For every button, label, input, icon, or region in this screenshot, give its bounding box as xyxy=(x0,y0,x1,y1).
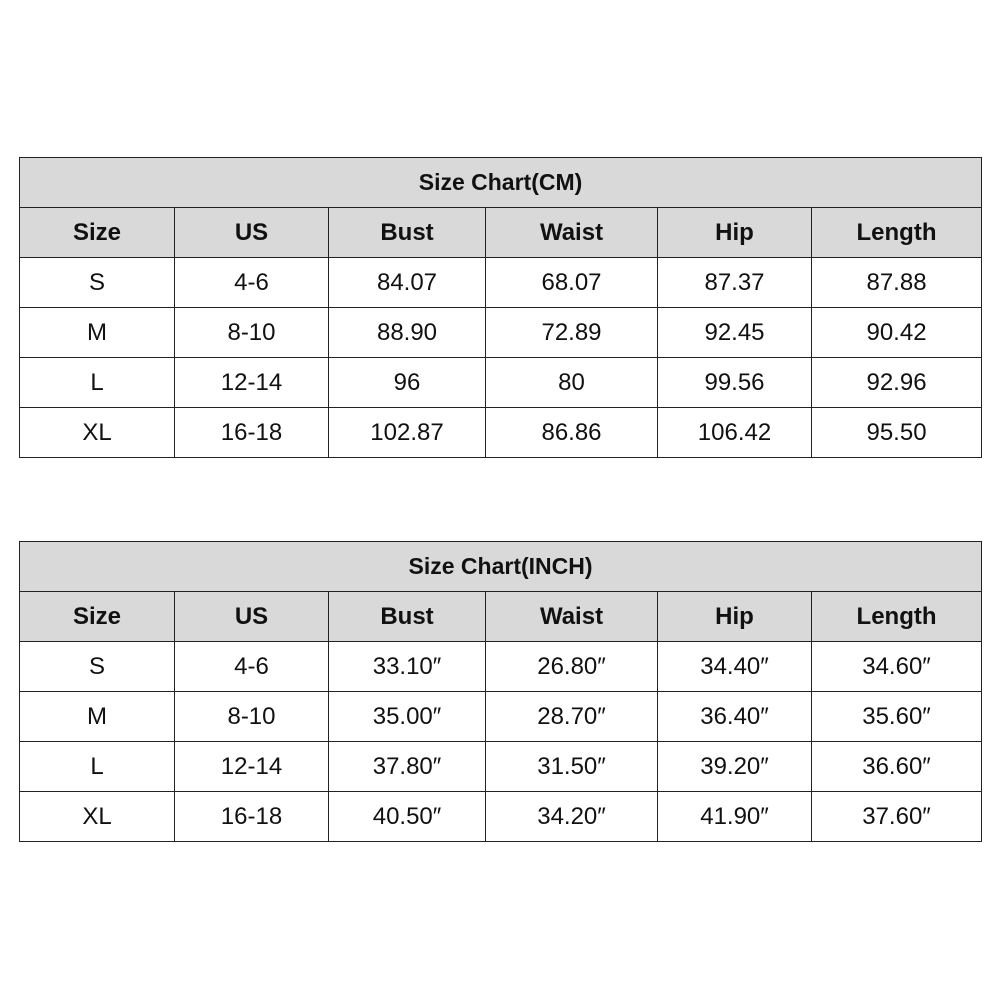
cell-us: 16-18 xyxy=(175,408,329,458)
cell-size: S xyxy=(20,258,175,308)
column-header-us: US xyxy=(175,208,329,258)
table-caption-row xyxy=(20,542,982,592)
cell-bust: 96 xyxy=(329,358,486,408)
cell-waist: 72.89 xyxy=(486,308,658,358)
cell-waist: 80 xyxy=(486,358,658,408)
cell-size: M xyxy=(20,692,175,742)
column-header-waist: Waist xyxy=(486,592,658,642)
cell-length: 92.96 xyxy=(812,358,982,408)
size-chart-cm-table xyxy=(19,157,982,458)
cell-us: 8-10 xyxy=(175,692,329,742)
cell-length: 34.60″ xyxy=(812,642,982,692)
table-title: Size Chart(INCH) xyxy=(20,542,982,592)
cell-us: 12-14 xyxy=(175,358,329,408)
size-chart-inch-table xyxy=(19,541,982,842)
cell-bust: 84.07 xyxy=(329,258,486,308)
cell-bust: 88.90 xyxy=(329,308,486,358)
table-header-row xyxy=(20,592,982,642)
cell-waist: 86.86 xyxy=(486,408,658,458)
cell-length: 36.60″ xyxy=(812,742,982,792)
cell-waist: 26.80″ xyxy=(486,642,658,692)
cell-size: XL xyxy=(20,792,175,842)
cell-hip: 99.56 xyxy=(658,358,812,408)
cell-size: L xyxy=(20,742,175,792)
cell-hip: 92.45 xyxy=(658,308,812,358)
cell-hip: 41.90″ xyxy=(658,792,812,842)
column-header-length: Length xyxy=(812,208,982,258)
cell-size: M xyxy=(20,308,175,358)
cell-us: 16-18 xyxy=(175,792,329,842)
table-header-row xyxy=(20,208,982,258)
cell-size: L xyxy=(20,358,175,408)
column-header-waist: Waist xyxy=(486,208,658,258)
table-row xyxy=(20,792,982,842)
column-header-bust: Bust xyxy=(329,208,486,258)
cell-size: XL xyxy=(20,408,175,458)
cell-size: S xyxy=(20,642,175,692)
table-row xyxy=(20,308,982,358)
cell-waist: 31.50″ xyxy=(486,742,658,792)
table-row xyxy=(20,358,982,408)
table-row xyxy=(20,642,982,692)
column-header-bust: Bust xyxy=(329,592,486,642)
table-caption-row xyxy=(20,158,982,208)
cell-bust: 40.50″ xyxy=(329,792,486,842)
cell-hip: 87.37 xyxy=(658,258,812,308)
cell-bust: 33.10″ xyxy=(329,642,486,692)
cell-hip: 106.42 xyxy=(658,408,812,458)
column-header-length: Length xyxy=(812,592,982,642)
column-header-hip: Hip xyxy=(658,208,812,258)
column-header-size: Size xyxy=(20,208,175,258)
table-row xyxy=(20,258,982,308)
cell-length: 37.60″ xyxy=(812,792,982,842)
cell-bust: 35.00″ xyxy=(329,692,486,742)
cell-waist: 68.07 xyxy=(486,258,658,308)
cell-length: 35.60″ xyxy=(812,692,982,742)
column-header-us: US xyxy=(175,592,329,642)
cell-us: 4-6 xyxy=(175,642,329,692)
cell-length: 87.88 xyxy=(812,258,982,308)
table-row xyxy=(20,408,982,458)
cell-waist: 34.20″ xyxy=(486,792,658,842)
cell-us: 12-14 xyxy=(175,742,329,792)
cell-waist: 28.70″ xyxy=(486,692,658,742)
cell-length: 95.50 xyxy=(812,408,982,458)
cell-bust: 102.87 xyxy=(329,408,486,458)
cell-bust: 37.80″ xyxy=(329,742,486,792)
cell-length: 90.42 xyxy=(812,308,982,358)
table-row xyxy=(20,692,982,742)
cell-us: 8-10 xyxy=(175,308,329,358)
column-header-hip: Hip xyxy=(658,592,812,642)
column-header-size: Size xyxy=(20,592,175,642)
table-title: Size Chart(CM) xyxy=(20,158,982,208)
cell-hip: 34.40″ xyxy=(658,642,812,692)
cell-hip: 39.20″ xyxy=(658,742,812,792)
cell-hip: 36.40″ xyxy=(658,692,812,742)
cell-us: 4-6 xyxy=(175,258,329,308)
table-row xyxy=(20,742,982,792)
